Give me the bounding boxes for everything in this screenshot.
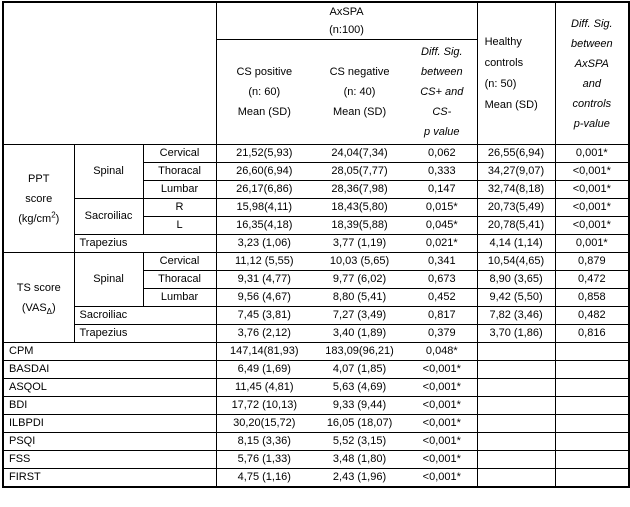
ts-unit-label (5, 298, 73, 318)
site-label-thoracal: Thoracal (143, 271, 216, 289)
cs-positive-value: 3,76 (2,12) (216, 325, 312, 343)
cs-negative-value: 3,48 (1,80) (312, 451, 407, 469)
diff-sig-cs-header (407, 40, 477, 145)
p-value-controls: <0,001* (555, 181, 629, 199)
region-label-spinal: Spinal (74, 253, 143, 307)
site-label-lumbar: Lumbar (143, 289, 216, 307)
cs-positive-value: 30,20(15,72) (216, 415, 312, 433)
p-value-controls-empty (555, 469, 629, 487)
axspa-group-title: AxSPA (329, 6, 364, 18)
section-label-ppt (3, 145, 74, 253)
cs-positive-value: 3,23 (1,06) (216, 235, 312, 253)
p-value-controls-empty (555, 361, 629, 379)
p-value-controls: <0,001* (555, 199, 629, 217)
measure-label-first: FIRST (3, 469, 216, 487)
row-first (3, 469, 629, 487)
p-value-controls-empty (555, 415, 629, 433)
axspa-group-n: (n:100) (329, 24, 364, 36)
cs-positive-value: 21,52(5,93) (216, 145, 312, 163)
healthy-value-empty (477, 343, 555, 361)
measure-label-asqol: ASQOL (3, 379, 216, 397)
cs-negative-value: 183,09(96,21) (312, 343, 407, 361)
row-ppt-sacroiliac-r (3, 199, 629, 217)
cs-positive-value: 26,17(6,86) (216, 181, 312, 199)
diff-hc-header-line: and (582, 77, 601, 90)
healthy-value-empty (477, 433, 555, 451)
healthy-value: 10,54(4,65) (477, 253, 555, 271)
row-ts-sacroiliac (3, 307, 629, 325)
row-ppt-trapezius (3, 235, 629, 253)
cs-pos-header-line: (n: 60) (248, 86, 281, 98)
cs-positive-value: 16,35(4,18) (216, 217, 312, 235)
region-label-sacroiliac: Sacroiliac (74, 199, 143, 235)
p-value-controls: 0,879 (555, 253, 629, 271)
site-label-r: R (143, 199, 216, 217)
healthy-value-empty (477, 379, 555, 397)
ts-unit-pre: (VAS (21, 301, 47, 314)
row-cpm (3, 343, 629, 361)
cs-negative-value: 28,36(7,98) (312, 181, 407, 199)
cs-positive-value: 11,45 (4,81) (216, 379, 312, 397)
p-value-cs: 0,673 (407, 271, 477, 289)
p-value-cs: <0,001* (407, 379, 477, 397)
results-table (2, 1, 630, 488)
ppt-label-line: score (25, 192, 53, 205)
diff-hc-header-line: controls (572, 97, 612, 110)
row-ilbpdi (3, 415, 629, 433)
diff-cs-header-line: CS+ and (420, 86, 464, 98)
cs-negative-value: 28,05(7,77) (312, 163, 407, 181)
site-label-thoracal: Thoracal (143, 163, 216, 181)
p-value-cs: 0,341 (407, 253, 477, 271)
ppt-label-line: PPT (28, 172, 50, 185)
p-value-cs: <0,001* (407, 397, 477, 415)
p-value-controls: <0,001* (555, 163, 629, 181)
measure-label-fss: FSS (3, 451, 216, 469)
region-label-spinal: Spinal (74, 145, 143, 199)
healthy-controls-header (477, 2, 555, 145)
region-label-trapezius: Trapezius (74, 235, 216, 253)
cs-positive-value: 17,72 (10,13) (216, 397, 312, 415)
cs-positive-value: 9,31 (4,77) (216, 271, 312, 289)
ppt-unit-post: ) (55, 212, 60, 225)
diff-sig-controls-header (555, 2, 629, 145)
p-value-cs: <0,001* (407, 433, 477, 451)
healthy-value: 3,70 (1,86) (477, 325, 555, 343)
cs-positive-header (216, 40, 312, 145)
measure-label-bdi: BDI (3, 397, 216, 415)
measure-label-basdai: BASDAI (3, 361, 216, 379)
p-value-controls: 0,001* (555, 235, 629, 253)
corner-empty-cell (3, 2, 216, 145)
healthy-value: 34,27(9,07) (477, 163, 555, 181)
row-fss (3, 451, 629, 469)
cs-positive-value: 26,60(6,94) (216, 163, 312, 181)
cs-negative-value: 9,33 (9,44) (312, 397, 407, 415)
ts-unit-sub: Δ (46, 306, 53, 316)
p-value-controls: 0,472 (555, 271, 629, 289)
row-ts-trapezius (3, 325, 629, 343)
diff-cs-header-line: CS- (432, 106, 452, 118)
p-value-cs: <0,001* (407, 415, 477, 433)
region-label-sacroiliac: Sacroiliac (74, 307, 216, 325)
cs-negative-value: 24,04(7,34) (312, 145, 407, 163)
p-value-controls: 0,001* (555, 145, 629, 163)
diff-cs-header-line: between (421, 66, 463, 78)
p-value-cs: <0,001* (407, 451, 477, 469)
cs-positive-value: 8,15 (3,36) (216, 433, 312, 451)
healthy-value: 4,14 (1,14) (477, 235, 555, 253)
healthy-value: 7,82 (3,46) (477, 307, 555, 325)
cs-positive-value: 147,14(81,93) (216, 343, 312, 361)
row-ts-spinal-cervical (3, 253, 629, 271)
healthy-value-empty (477, 361, 555, 379)
cs-negative-header (312, 40, 407, 145)
measure-label-psqi: PSQI (3, 433, 216, 451)
site-label-cervical: Cervical (143, 145, 216, 163)
cs-positive-value: 6,49 (1,69) (216, 361, 312, 379)
row-basdai (3, 361, 629, 379)
cs-negative-value: 18,39(5,88) (312, 217, 407, 235)
p-value-cs: 0,379 (407, 325, 477, 343)
site-label-l: L (143, 217, 216, 235)
p-value-controls-empty (555, 397, 629, 415)
measure-label-ilbpdi: ILBPDI (3, 415, 216, 433)
cs-pos-header-line: Mean (SD) (237, 106, 291, 118)
region-label-trapezius: Trapezius (74, 325, 216, 343)
diff-hc-header-line: AxSPA (574, 57, 609, 70)
header-row-group (3, 2, 629, 40)
cs-negative-value: 7,27 (3,49) (312, 307, 407, 325)
cs-positive-value: 15,98(4,11) (216, 199, 312, 217)
p-value-controls-empty (555, 379, 629, 397)
p-value-controls-empty (555, 433, 629, 451)
cs-negative-value: 4,07 (1,85) (312, 361, 407, 379)
row-asqol (3, 379, 629, 397)
healthy-header-line: Healthy (484, 35, 522, 48)
healthy-value: 26,55(6,94) (477, 145, 555, 163)
cs-neg-header-line: (n: 40) (343, 86, 376, 98)
cs-negative-value: 8,80 (5,41) (312, 289, 407, 307)
healthy-value: 9,42 (5,50) (477, 289, 555, 307)
ppt-unit-pre: (kg/cm (18, 212, 52, 225)
p-value-cs: 0,147 (407, 181, 477, 199)
cs-negative-value: 16,05 (18,07) (312, 415, 407, 433)
healthy-value: 8,90 (3,65) (477, 271, 555, 289)
healthy-value-empty (477, 397, 555, 415)
cs-neg-header-line: Mean (SD) (332, 106, 387, 118)
diff-hc-header-line: p-value (573, 117, 610, 130)
cs-pos-header-line: CS positive (236, 66, 293, 78)
row-psqi (3, 433, 629, 451)
p-value-controls: 0,858 (555, 289, 629, 307)
cs-positive-value: 7,45 (3,81) (216, 307, 312, 325)
p-value-controls: 0,816 (555, 325, 629, 343)
measure-label-cpm: CPM (3, 343, 216, 361)
section-label-ts (3, 253, 74, 343)
cs-positive-value: 4,75 (1,16) (216, 469, 312, 487)
healthy-value: 20,73(5,49) (477, 199, 555, 217)
ppt-unit-label (5, 209, 73, 229)
axspa-group-header (216, 2, 477, 40)
cs-positive-value: 9,56 (4,67) (216, 289, 312, 307)
diff-hc-header-line: Diff. Sig. (571, 17, 613, 30)
cs-negative-value: 3,77 (1,19) (312, 235, 407, 253)
p-value-cs: 0,452 (407, 289, 477, 307)
diff-cs-header-line: p value (424, 126, 460, 138)
cs-negative-value: 18,43(5,80) (312, 199, 407, 217)
p-value-cs: <0,001* (407, 361, 477, 379)
ts-label-line: TS score (16, 281, 61, 294)
p-value-cs: 0,021* (407, 235, 477, 253)
p-value-cs: <0,001* (407, 469, 477, 487)
healthy-value-empty (477, 469, 555, 487)
healthy-value: 20,78(5,41) (477, 217, 555, 235)
healthy-value-empty (477, 415, 555, 433)
cs-negative-value: 10,03 (5,65) (312, 253, 407, 271)
p-value-cs: 0,015* (407, 199, 477, 217)
cs-negative-value: 5,63 (4,69) (312, 379, 407, 397)
cs-neg-header-line: CS negative (329, 66, 390, 78)
p-value-cs: 0,062 (407, 145, 477, 163)
diff-hc-header-line: between (571, 37, 613, 50)
healthy-header-line: (n: 50) (484, 77, 517, 90)
ts-unit-post: ) (52, 301, 56, 314)
healthy-value: 32,74(8,18) (477, 181, 555, 199)
cs-positive-value: 5,76 (1,33) (216, 451, 312, 469)
healthy-header-line: controls (484, 56, 524, 69)
cs-negative-value: 2,43 (1,96) (312, 469, 407, 487)
ppt-unit-sup: 2 (51, 209, 56, 219)
p-value-controls: <0,001* (555, 217, 629, 235)
healthy-value-empty (477, 451, 555, 469)
diff-cs-header-line: Diff. Sig. (421, 46, 463, 58)
healthy-header-line: Mean (SD) (484, 98, 538, 111)
cs-negative-value: 3,40 (1,89) (312, 325, 407, 343)
p-value-cs: 0,333 (407, 163, 477, 181)
site-label-lumbar: Lumbar (143, 181, 216, 199)
cs-negative-value: 5,52 (3,15) (312, 433, 407, 451)
row-bdi (3, 397, 629, 415)
cs-negative-value: 9,77 (6,02) (312, 271, 407, 289)
p-value-cs: 0,048* (407, 343, 477, 361)
site-label-cervical: Cervical (143, 253, 216, 271)
cs-positive-value: 11,12 (5,55) (216, 253, 312, 271)
p-value-cs: 0,045* (407, 217, 477, 235)
p-value-controls: 0,482 (555, 307, 629, 325)
p-value-cs: 0,817 (407, 307, 477, 325)
p-value-controls-empty (555, 451, 629, 469)
row-ppt-spinal-cervical (3, 145, 629, 163)
p-value-controls-empty (555, 343, 629, 361)
